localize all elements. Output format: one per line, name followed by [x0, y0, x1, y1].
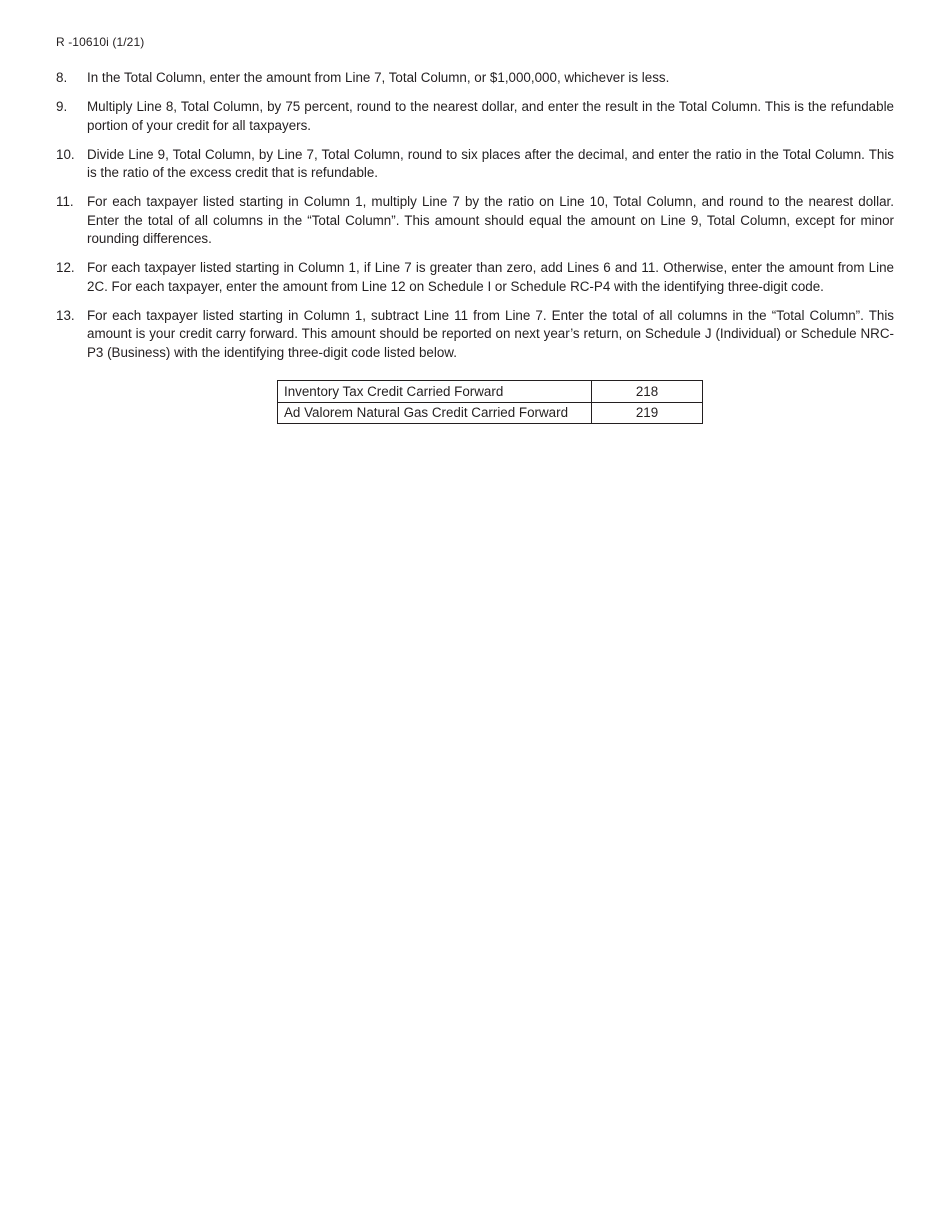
- instruction-item-9: [56, 98, 894, 135]
- table-row: [278, 402, 703, 424]
- credit-code-cell: 218: [592, 381, 703, 403]
- carry-forward-code-table: [277, 380, 703, 424]
- instruction-text: In the Total Column, enter the amount from Line 7, Total Column, or $1,000,000, whichever is less.: [87, 70, 670, 85]
- instruction-item-11: [56, 193, 894, 249]
- instruction-item-8: [56, 69, 894, 88]
- instruction-number: 10.: [56, 146, 75, 162]
- credit-code-cell: 219: [592, 402, 703, 424]
- table-row: [278, 381, 703, 403]
- credit-label-cell: Inventory Tax Credit Carried Forward: [278, 381, 592, 403]
- instruction-text: For each taxpayer listed starting in Column 1, if Line 7 is greater than zero, add Lines 6 and 11. Otherwise, enter the amount from Line 2C. For each taxpayer, enter the amount from Line 12 on Schedule I or Schedule RC-P4 with the identifying three-digit code.: [87, 260, 894, 294]
- credit-label-cell: Ad Valorem Natural Gas Credit Carried Forward: [278, 402, 592, 424]
- instruction-item-13: [56, 307, 894, 363]
- instruction-number: 12.: [56, 260, 75, 275]
- instruction-number: 11.: [56, 194, 74, 209]
- instruction-number: 8.: [56, 70, 68, 85]
- instruction-text: For each taxpayer listed starting in Column 1, multiply Line 7 by the ratio on Line 10, Total Column, and round to the nearest dollar. Enter the total of all columns in the “Total Column”. This amount should equal the amount on Line 9, Total Column, except for minor rounding differences.: [87, 194, 894, 246]
- instruction-item-12: [56, 259, 894, 296]
- instruction-number: 13.: [56, 307, 75, 323]
- instruction-text: Multiply Line 8, Total Column, by 75 percent, round to the nearest dollar, and enter the result in the Total Column. This is the refundable portion of your credit for all taxpayers.: [87, 99, 894, 133]
- instruction-text: For each taxpayer listed starting in Column 1, subtract Line 11 from Line 7. Enter the total of all columns in the “Total Column”. This amount is your credit carry forward. This amount should be reported on next year’s return, on Schedule J (Individual) or Schedule NRC-P3 (Business) with the identifying three-digit code listed below.: [87, 307, 894, 360]
- instruction-text: Divide Line 9, Total Column, by Line 7, Total Column, round to six places after the decimal, and enter the ratio in the Total Column. This is the ratio of the excess credit that is refundable.: [87, 146, 894, 180]
- instruction-number: 9.: [56, 99, 68, 114]
- form-id: R -10610i (1/21): [56, 35, 145, 49]
- instruction-item-10: [56, 146, 894, 183]
- instruction-list: [56, 69, 894, 373]
